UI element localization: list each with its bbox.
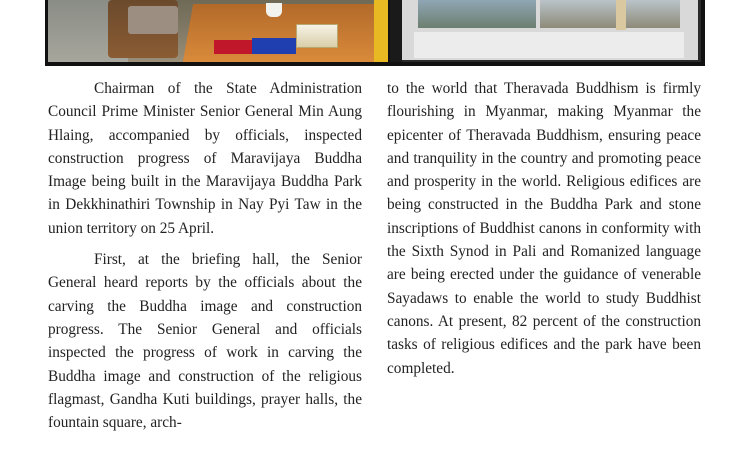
article-paragraph-1: Chairman of the State Administration Council Prime Minister Senior General Min Aung Hlaing, accompanied by officials, inspected construction progress of Maravijaya Buddha Image being built in the Maravijaya Buddha Park in Dekkhinathiri Township in Nay Pyi Taw in the union territory on 25 April. <box>48 80 362 237</box>
presentation-screen-photo <box>390 0 701 62</box>
chair-cushion <box>128 6 178 34</box>
tea-cup-icon <box>266 3 282 17</box>
slide-image-right <box>540 0 680 28</box>
article-paragraph-continued: to the world that Theravada Buddhism is firmly flourishing in Myanmar, making Myanmar the epicenter of Theravada Buddhism, ensuring peace and tranquility in the country and promoting peace and prosperity in the world. Religious edifices are being constructed in the Buddha Park and stone inscriptions of Buddhist canons in conformity with the Sixth Synod in Pali and Romanized language are being erected under the guidance of venerable Sayadaws to enable the world to study Buddhist canons. At present, 82 percent of the construction tasks of religious edifices and the park have been completed. <box>387 80 701 377</box>
pagoda-spire-icon <box>616 0 626 30</box>
red-folder <box>214 40 254 54</box>
article-column-right <box>387 77 701 388</box>
screen-edge <box>390 0 402 62</box>
news-photo-strip <box>45 0 705 66</box>
meeting-room-photo <box>48 0 388 62</box>
tissue-box-icon <box>296 24 338 48</box>
article-paragraph-2: First, at the briefing hall, the Senior General heard reports by the officials about the carving the Buddha image and construction progress. The Senior General and officials inspected the progress of work in carving the Buddha image and construction of the religious flagmast, Gandha Kuti buildings, prayer halls, the fountain square, arch- <box>48 251 362 432</box>
screen-lower-area <box>414 32 684 58</box>
yellow-curtain <box>374 0 388 62</box>
blue-folder <box>252 38 296 54</box>
article-column-left <box>48 77 362 442</box>
slide-image-left <box>418 0 536 28</box>
